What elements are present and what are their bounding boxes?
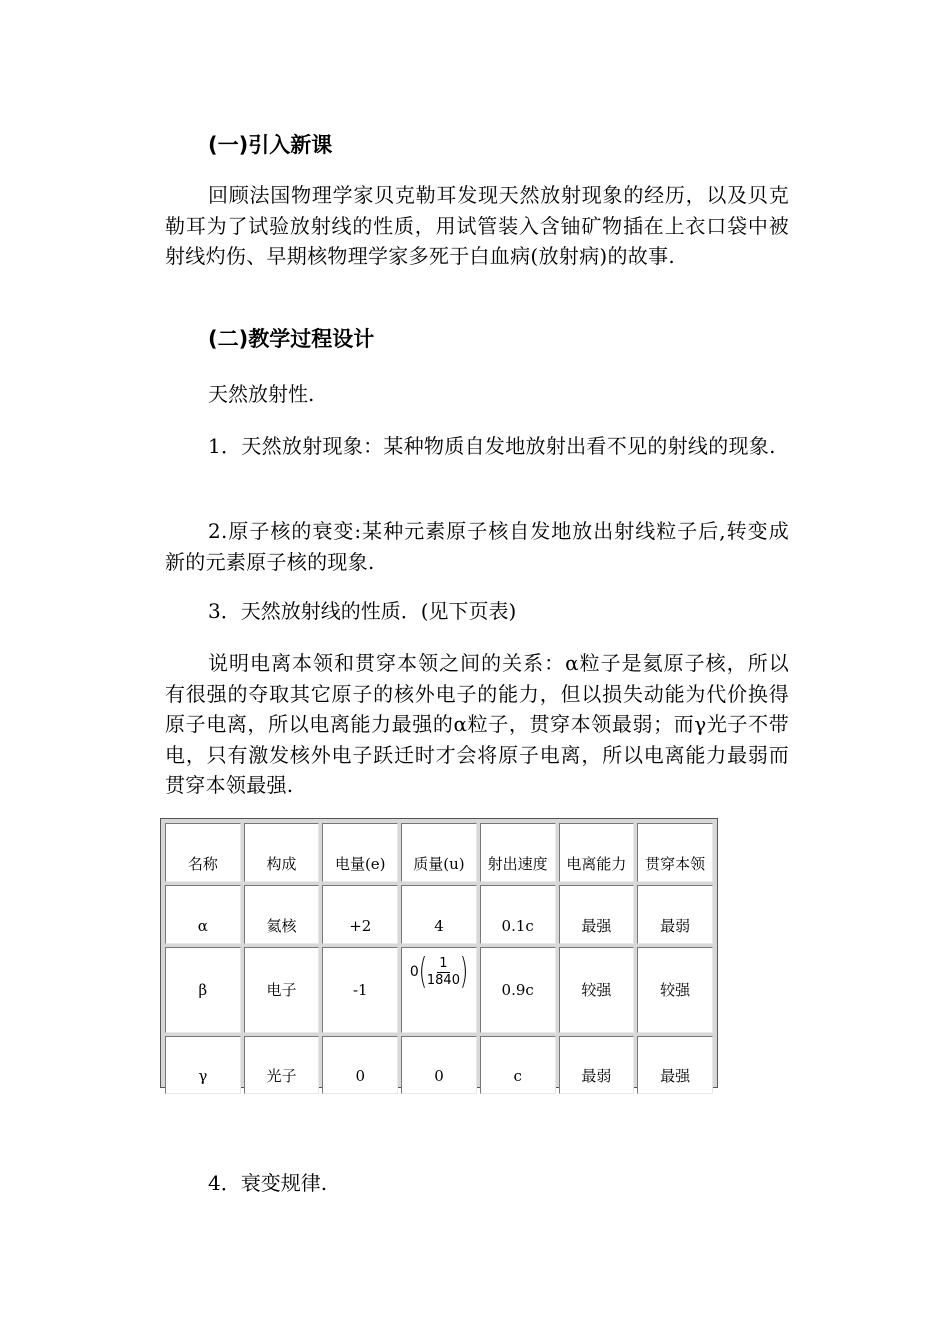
header-cell: 射出速度 — [480, 823, 556, 882]
mass-prefix: 0 — [409, 964, 419, 980]
header-cell: 电离能力 — [559, 823, 635, 882]
cell-ionization: 较强 — [559, 947, 635, 1033]
cell-composition: 氦核 — [244, 885, 320, 944]
cell-penetration: 最强 — [637, 1036, 713, 1094]
left-paren-glyph: ( — [418, 951, 428, 992]
header-cell: 名称 — [165, 823, 241, 882]
fraction-numerator: 1 — [439, 955, 448, 971]
item-4-line: 4．衰变规律. — [208, 1171, 328, 1195]
fraction-denominator: 1840 — [426, 972, 460, 988]
cell-ionization: 最弱 — [559, 1036, 635, 1094]
table-row — [165, 1036, 713, 1094]
explanation-paragraph: 说明电离本领和贯穿本领之间的关系：α粒子是氦原子核，所以有很强的夺取其它原子的核外电子的能力，但以损失动能为代价换得原子电离，所以电离能力最强的α粒子，贯穿本领最弱；而γ光子不带电，只有激发核外电子跃迁时才会将原子电离，所以电离能力最弱而贯穿本领最强. — [165, 651, 789, 797]
cell-mass: 4 — [401, 885, 477, 944]
table-row — [165, 947, 713, 1033]
cell-charge: +2 — [322, 885, 398, 944]
process-heading: (二)教学过程设计 — [208, 327, 375, 351]
cell-speed: c — [480, 1036, 556, 1094]
header-cell: 电量(e) — [322, 823, 398, 882]
header-cell: 质量(u) — [401, 823, 477, 882]
item-2-paragraph: 2.原子核的衰变:某种元素原子核自发地放出射线粒子后,转变成新的元素原子核的现象. — [165, 519, 789, 574]
item-3-line: 3．天然放射线的性质．(见下页表) — [208, 599, 517, 623]
cell-penetration: 较强 — [637, 947, 713, 1033]
cell-name: β — [165, 947, 241, 1033]
intro-paragraph: 回顾法国物理学家贝克勒耳发现天然放射现象的经历，以及贝克勒耳为了试验放射线的性质，用试管装入含铀矿物插在上衣口袋中被射线灼伤、早期核物理学家多死于白血病(放射病)的故事. — [165, 183, 789, 268]
right-paren-glyph: ) — [459, 951, 469, 992]
table-row — [165, 885, 713, 944]
cell-name: γ — [165, 1036, 241, 1094]
cell-mass: 0 — [401, 1036, 477, 1094]
radiation-properties-table — [160, 818, 718, 1088]
cell-ionization: 最强 — [559, 885, 635, 944]
cell-penetration: 最弱 — [637, 885, 713, 944]
header-cell: 构成 — [244, 823, 320, 882]
table-header-row — [165, 823, 713, 882]
item-1-paragraph: 1．天然放射现象：某种物质自发地放射出看不见的射线的现象. — [208, 434, 776, 458]
header-cell: 贯穿本领 — [637, 823, 713, 882]
cell-composition: 光子 — [244, 1036, 320, 1094]
cell-mass — [401, 947, 477, 1033]
fraction — [427, 957, 460, 988]
cell-composition: 电子 — [244, 947, 320, 1033]
cell-name: α — [165, 885, 241, 944]
cell-charge: -1 — [322, 947, 398, 1033]
intro-heading: (一)引入新课 — [208, 133, 333, 157]
topic-line: 天然放射性. — [208, 382, 315, 406]
cell-speed: 0.9c — [480, 947, 556, 1033]
cell-speed: 0.1c — [480, 885, 556, 944]
mass-fraction — [409, 951, 469, 992]
cell-charge: 0 — [322, 1036, 398, 1094]
